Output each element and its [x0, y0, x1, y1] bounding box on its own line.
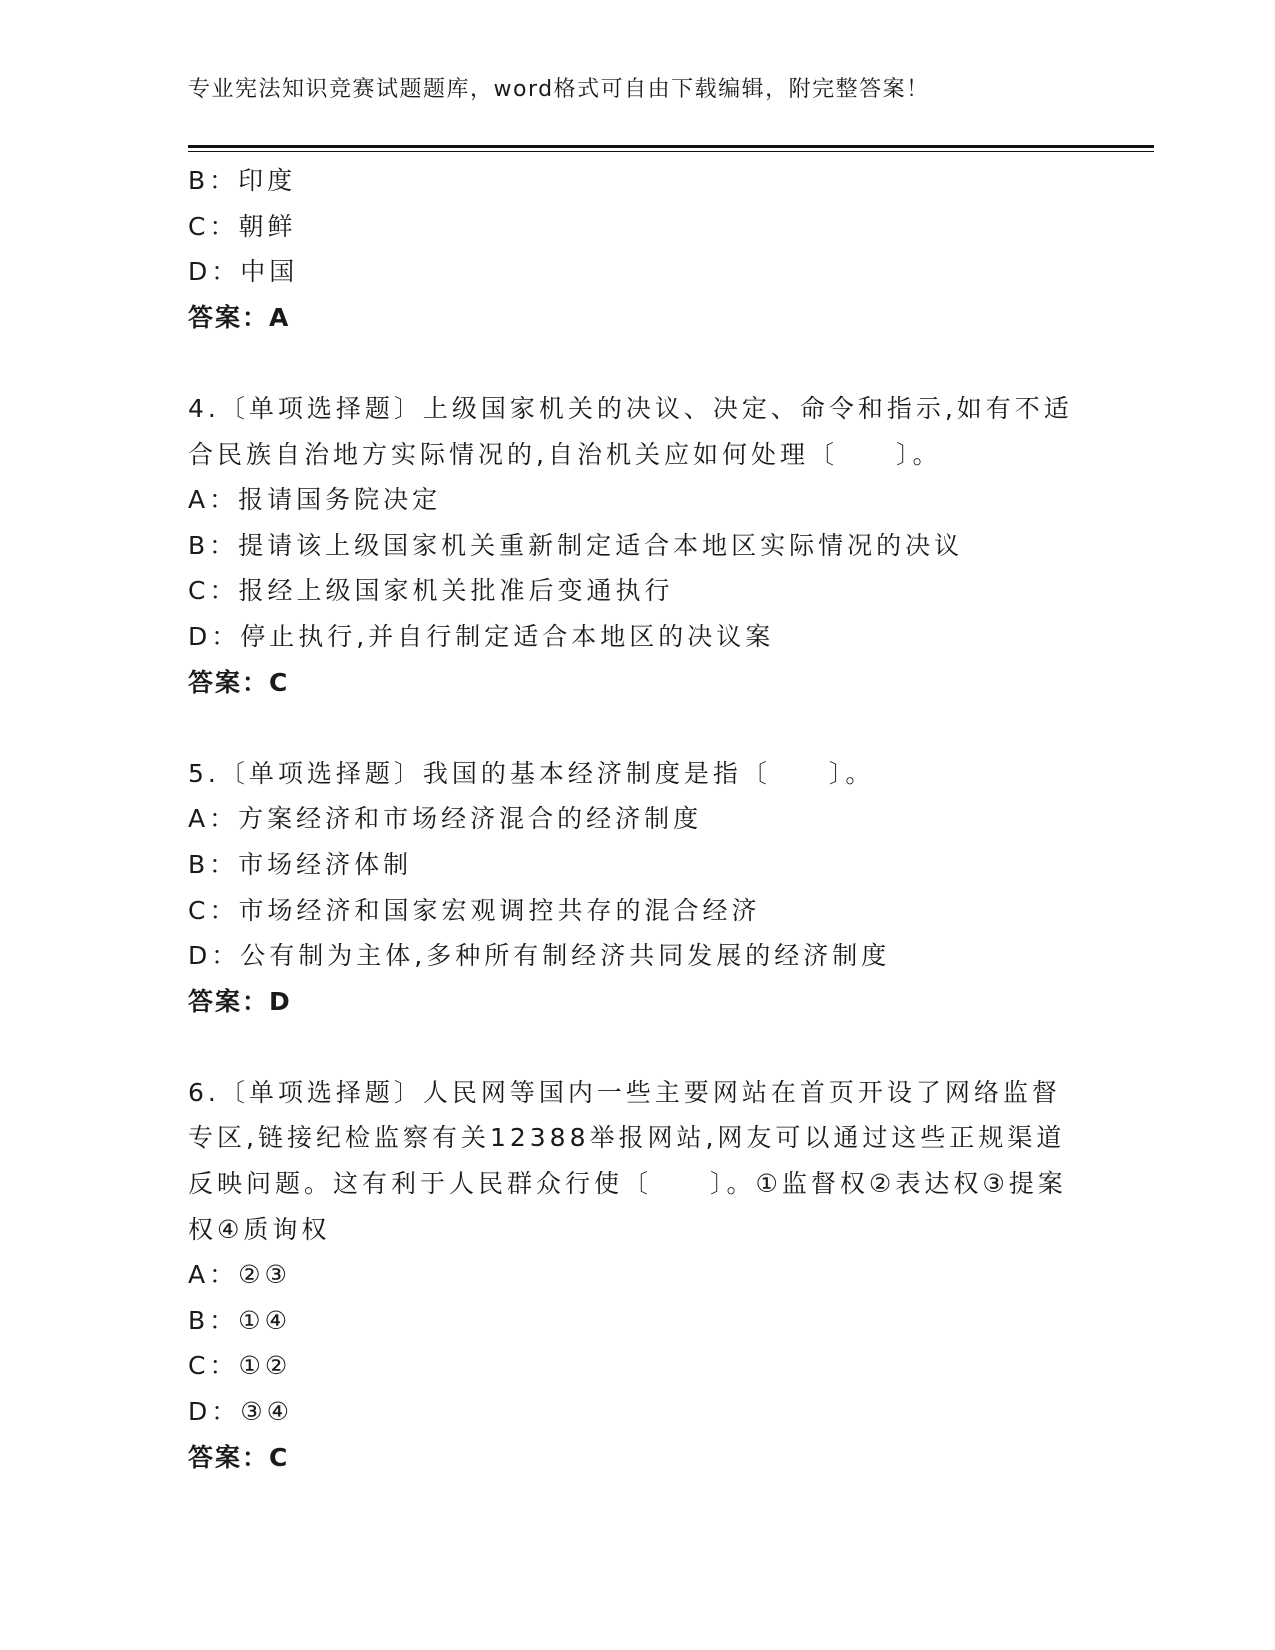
option-b: B：市场经济体制: [188, 849, 413, 879]
option-b: B：①④: [188, 1305, 291, 1335]
option-c: C：市场经济和国家宏观调控共存的混合经济: [188, 895, 761, 925]
option-d: D：公有制为主体,多种所有制经济共同发展的经济制度: [188, 941, 891, 971]
question-fragment: [188, 158, 1088, 340]
option-a: A：②③: [188, 1260, 291, 1290]
question-5: [188, 751, 1088, 1025]
answer: 答案：C: [188, 1442, 290, 1472]
question-text-line: 专区,链接纪检监察有关12388举报网站,网友可以通过这些正规渠道: [188, 1123, 1066, 1153]
header-rule-thick: [188, 145, 1154, 148]
option-a: A：报请国务院决定: [188, 485, 442, 515]
answer: 答案：A: [188, 302, 291, 332]
question-text-line: 合民族自治地方实际情况的,自治机关应如何处理〔 〕。: [188, 439, 942, 469]
option-c: C：报经上级国家机关批准后变通执行: [188, 576, 674, 606]
page-header: 专业宪法知识竞赛试题题库，word格式可自由下载编辑，附完整答案！: [188, 77, 930, 102]
option-d: D：中国: [188, 257, 299, 287]
question-6: [188, 1070, 1088, 1480]
option-a: A：方案经济和市场经济混合的经济制度: [188, 804, 703, 834]
question-list: [188, 158, 1088, 1480]
answer: 答案：D: [188, 986, 292, 1016]
option-d: D：停止执行,并自行制定适合本地区的决议案: [188, 621, 775, 651]
question-text-line: 权④质询权: [188, 1214, 331, 1244]
option-b: B：印度: [188, 166, 297, 195]
question-text-line: 6.〔单项选择题〕人民网等国内一些主要网站在首页开设了网络监督: [188, 1077, 1061, 1107]
answer: 答案：C: [188, 667, 290, 697]
header-rule-thin: [188, 151, 1154, 152]
option-c: C：①②: [188, 1351, 292, 1381]
option-b: B：提请该上级国家机关重新制定适合本地区实际情况的决议: [188, 530, 964, 560]
question-text-line: 5.〔单项选择题〕我国的基本经济制度是指〔 〕。: [188, 758, 875, 788]
question-4: [188, 386, 1088, 705]
question-text-line: 4.〔单项选择题〕上级国家机关的决议、决定、命令和指示,如有不适: [188, 393, 1073, 423]
option-d: D：③④: [188, 1397, 294, 1427]
option-c: C：朝鲜: [188, 211, 297, 241]
question-text-line: 反映问题。这有利于人民群众行使〔 〕。①监督权②表达权③提案: [188, 1169, 1067, 1199]
